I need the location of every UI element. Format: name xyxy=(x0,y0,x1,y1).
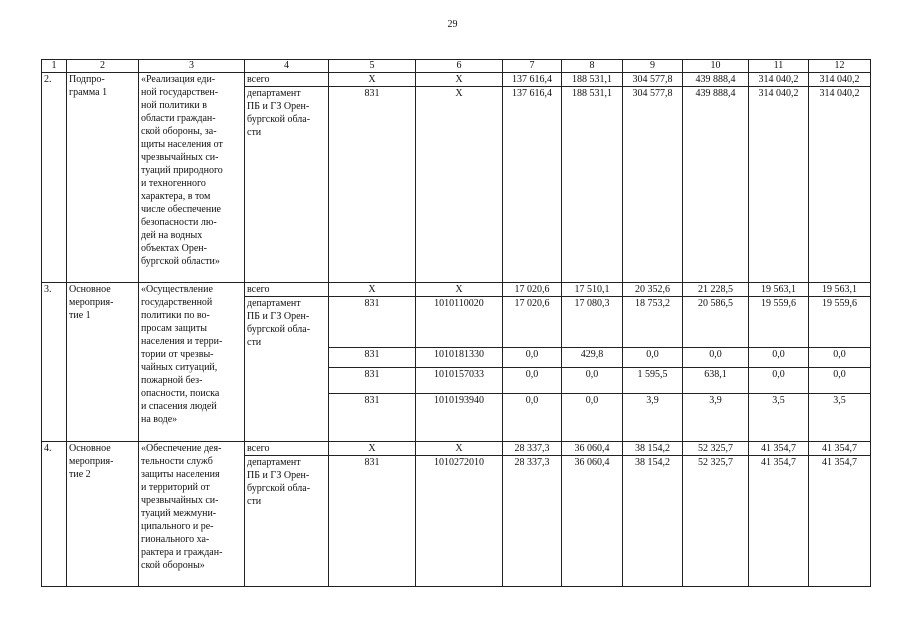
value-cell: 0,0 xyxy=(683,348,749,368)
executor: департамент ПБ и ГЗ Орен- бургской обла- сти xyxy=(245,87,329,283)
measure-description: «Осуществление государственной политики по во- просам защиты населения и терри- тории от чрезвы- чайных ситуаций, пожарной без- опасности, поиска и спасения людей на воде» xyxy=(139,283,245,442)
col-header: 5 xyxy=(329,60,416,73)
value-cell: 36 060,4 xyxy=(562,456,623,587)
csr-code: 1010193940 xyxy=(416,394,503,442)
measure-description: «Обеспечение дея- тельности служб защиты населения и территорий от чрезвычайных си- туаций межмуни- ципального и ре- гионального ха- рактера и граждан- ской обороны» xyxy=(139,442,245,587)
grbs-code: Х xyxy=(329,442,416,456)
value-cell: 137 616,4 xyxy=(503,87,562,283)
measure-description: «Реализация еди- ной государствен- ной политики в области граждан- ской обороны, за- щиты населения от чрезвычайных си- туаций природного и техногенного характера, в том числе обеспечение безопасности лю- дей на водных объектах Орен- бургской области» xyxy=(139,73,245,283)
value-cell: 19 559,6 xyxy=(749,297,809,348)
executor: всего xyxy=(245,73,329,87)
row-number: 3. xyxy=(42,283,67,442)
value-cell: 20 352,6 xyxy=(623,283,683,297)
value-cell: 314 040,2 xyxy=(809,87,871,283)
value-cell: 429,8 xyxy=(562,348,623,368)
value-cell: 41 354,7 xyxy=(749,456,809,587)
value-cell: 21 228,5 xyxy=(683,283,749,297)
value-cell: 52 325,7 xyxy=(683,442,749,456)
table-row xyxy=(42,73,871,87)
value-cell: 41 354,7 xyxy=(749,442,809,456)
col-header: 2 xyxy=(67,60,139,73)
executor: всего xyxy=(245,283,329,297)
value-cell: 439 888,4 xyxy=(683,73,749,87)
grbs-code: 831 xyxy=(329,394,416,442)
row-number: 4. xyxy=(42,442,67,587)
value-cell: 0,0 xyxy=(749,368,809,394)
col-header: 9 xyxy=(623,60,683,73)
csr-code: 1010157033 xyxy=(416,368,503,394)
col-header: 4 xyxy=(245,60,329,73)
csr-code: 1010272010 xyxy=(416,456,503,587)
value-cell: 0,0 xyxy=(749,348,809,368)
csr-code: Х xyxy=(416,283,503,297)
executor: департамент ПБ и ГЗ Орен- бургской обла- сти xyxy=(245,456,329,587)
value-cell: 3,9 xyxy=(623,394,683,442)
value-cell: 188 531,1 xyxy=(562,87,623,283)
grbs-code: 831 xyxy=(329,368,416,394)
grbs-code: 831 xyxy=(329,297,416,348)
csr-code: Х xyxy=(416,73,503,87)
grbs-code: Х xyxy=(329,73,416,87)
value-cell: 0,0 xyxy=(562,394,623,442)
value-cell: 188 531,1 xyxy=(562,73,623,87)
grbs-code: 831 xyxy=(329,348,416,368)
measure-name: Основное мероприя- тие 1 xyxy=(67,283,139,442)
executor: всего xyxy=(245,442,329,456)
page-number: 29 xyxy=(447,19,458,30)
measure-name: Подпро- грамма 1 xyxy=(67,73,139,283)
value-cell: 17 510,1 xyxy=(562,283,623,297)
grbs-code: 831 xyxy=(329,87,416,283)
value-cell: 19 563,1 xyxy=(749,283,809,297)
value-cell: 19 559,6 xyxy=(809,297,871,348)
col-header: 1 xyxy=(42,60,67,73)
measure-name: Основное мероприя- тие 2 xyxy=(67,442,139,587)
row-number: 2. xyxy=(42,73,67,283)
value-cell: 38 154,2 xyxy=(623,442,683,456)
csr-code: 1010181330 xyxy=(416,348,503,368)
value-cell: 314 040,2 xyxy=(749,73,809,87)
value-cell: 0,0 xyxy=(503,368,562,394)
value-cell: 38 154,2 xyxy=(623,456,683,587)
col-header: 10 xyxy=(683,60,749,73)
col-header: 6 xyxy=(416,60,503,73)
value-cell: 304 577,8 xyxy=(623,87,683,283)
col-header: 11 xyxy=(749,60,809,73)
value-cell: 17 020,6 xyxy=(503,283,562,297)
col-header: 8 xyxy=(562,60,623,73)
value-cell: 638,1 xyxy=(683,368,749,394)
value-cell: 3,9 xyxy=(683,394,749,442)
value-cell: 137 616,4 xyxy=(503,73,562,87)
header-row xyxy=(42,60,871,73)
value-cell: 0,0 xyxy=(809,368,871,394)
value-cell: 3,5 xyxy=(809,394,871,442)
grbs-code: Х xyxy=(329,283,416,297)
value-cell: 28 337,3 xyxy=(503,456,562,587)
value-cell: 0,0 xyxy=(809,348,871,368)
value-cell: 314 040,2 xyxy=(809,73,871,87)
value-cell: 439 888,4 xyxy=(683,87,749,283)
col-header: 7 xyxy=(503,60,562,73)
value-cell: 17 020,6 xyxy=(503,297,562,348)
value-cell: 41 354,7 xyxy=(809,442,871,456)
value-cell: 28 337,3 xyxy=(503,442,562,456)
executor: департамент ПБ и ГЗ Орен- бургской обла- сти xyxy=(245,297,329,442)
value-cell: 18 753,2 xyxy=(623,297,683,348)
col-header: 3 xyxy=(139,60,245,73)
table-row xyxy=(42,283,871,297)
value-cell: 3,5 xyxy=(749,394,809,442)
value-cell: 0,0 xyxy=(623,348,683,368)
value-cell: 41 354,7 xyxy=(809,456,871,587)
value-cell: 52 325,7 xyxy=(683,456,749,587)
value-cell: 0,0 xyxy=(503,348,562,368)
value-cell: 17 080,3 xyxy=(562,297,623,348)
table-row xyxy=(42,442,871,456)
csr-code: 1010110020 xyxy=(416,297,503,348)
csr-code: Х xyxy=(416,442,503,456)
value-cell: 20 586,5 xyxy=(683,297,749,348)
value-cell: 36 060,4 xyxy=(562,442,623,456)
grbs-code: 831 xyxy=(329,456,416,587)
csr-code: Х xyxy=(416,87,503,283)
value-cell: 19 563,1 xyxy=(809,283,871,297)
value-cell: 1 595,5 xyxy=(623,368,683,394)
value-cell: 304 577,8 xyxy=(623,73,683,87)
col-header: 12 xyxy=(809,60,871,73)
value-cell: 0,0 xyxy=(503,394,562,442)
value-cell: 314 040,2 xyxy=(749,87,809,283)
value-cell: 0,0 xyxy=(562,368,623,394)
budget-table xyxy=(41,59,871,587)
